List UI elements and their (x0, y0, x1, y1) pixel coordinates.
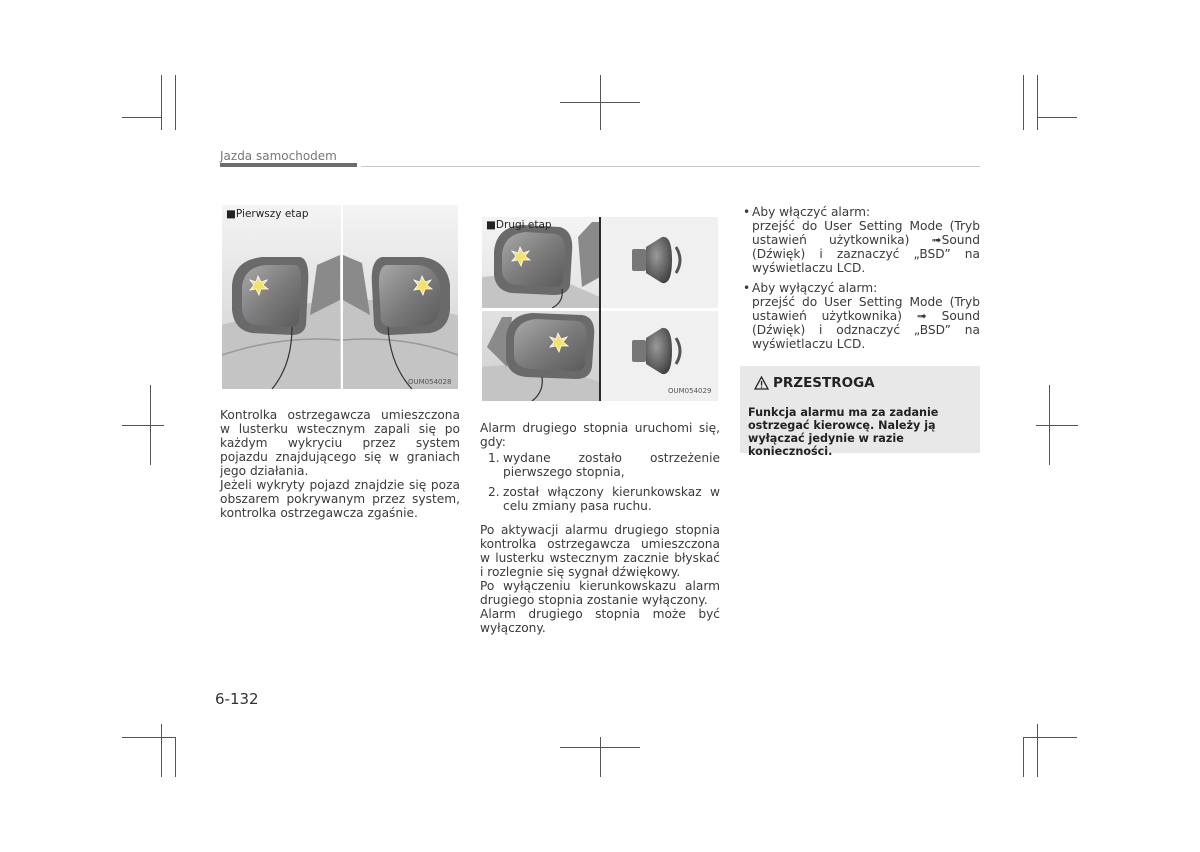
figure-code: OUM054029 (668, 387, 712, 395)
paragraph: Po wyłączeniu kierunkowskazu alarm drugiego stopnia zostanie wyłączony. (480, 579, 720, 607)
caution-text: Funkcja alarmu ma za zadanie ostrzegać kierowcę. Należy ją wyłączać jedynie w razie konieczności. (748, 406, 939, 458)
crop-mark (122, 117, 162, 118)
square-bullet-icon: ■ (486, 219, 496, 231)
crop-mark (600, 737, 601, 777)
crop-mark (560, 747, 640, 748)
crop-mark (1037, 117, 1077, 118)
bullet-title: Aby wyłączyć alarm: (752, 281, 878, 295)
paragraph: Po aktywacji alarmu drugiego stopnia kontrolka ostrzegawcza umieszczona w lusterku wstecznym zacznie błyskać i rozlegnie się sygnał dźwiękowy. (480, 523, 720, 579)
column-1 (220, 408, 460, 520)
figure-second-stage (482, 217, 718, 401)
mirror-speaker-illustration (482, 217, 718, 401)
crop-mark (560, 102, 640, 103)
crop-mark (1023, 75, 1024, 130)
paragraph: Kontrolka ostrzegawcza umieszczona w lusterku wstecznym zapali się po każdym wykryciu przez system pojazdu znajdującego się w graniach jego działania. (220, 408, 460, 478)
crop-mark (161, 75, 162, 130)
figure-first-stage (222, 205, 458, 389)
paragraph: Alarm drugiego stopnia może być wyłączony. (480, 607, 720, 635)
crop-mark (1024, 737, 1077, 738)
figure-label: Pierwszy etap (235, 208, 309, 220)
caution-title: PRZESTROGA (773, 375, 875, 391)
bullet-item (740, 205, 980, 275)
caution-box (740, 366, 980, 458)
figure-code: OUM054028 (408, 378, 452, 386)
crop-mark (122, 425, 164, 426)
condition-list (480, 451, 720, 513)
bullet-text: przejść do User Setting Mode (Tryb ustawień użytkownika) ➟ Sound (Dźwięk) i odznaczyć „BSD” na wyświetlaczu LCD. (752, 295, 980, 351)
crop-mark (175, 737, 176, 777)
section-title: Jazda samochodem (220, 149, 337, 163)
header-rule (220, 163, 357, 167)
warning-triangle-icon (754, 376, 769, 390)
bullet-item (740, 281, 980, 351)
crop-mark (122, 737, 175, 738)
bullet-text: przejść do User Setting Mode (Tryb ustawień użytkownika) ➟Sound (Dźwięk) i zaznaczyć „BSD” na wyświetlaczu LCD. (752, 219, 980, 275)
column-2 (480, 421, 720, 635)
list-item: 1. wydane zostało ostrzeżenie pierwszego stopnia, (488, 451, 720, 479)
crop-mark (1036, 425, 1078, 426)
crop-mark (1023, 737, 1024, 777)
column-3 (740, 205, 980, 351)
crop-mark (175, 75, 176, 130)
paragraph: Alarm drugiego stopnia uruchomi się, gdy: (480, 421, 720, 449)
page-number: 6-132 (215, 690, 259, 708)
crop-mark (161, 724, 162, 777)
square-bullet-icon: ■ (226, 208, 236, 220)
bullet-title: Aby włączyć alarm: (752, 205, 871, 219)
bullet-dot-icon: • (743, 205, 751, 219)
header-rule (361, 166, 980, 167)
figure-label: Drugi etap (495, 219, 552, 231)
bullet-dot-icon: • (743, 281, 751, 295)
mirror-illustration (222, 205, 458, 389)
list-item: 2. został włączony kierunkowskaz w celu zmiany pasa ruchu. (488, 485, 720, 513)
paragraph: Jeżeli wykryty pojazd znajdzie się poza obszarem pokrywanym przez system, kontrolka ostrzegawcza zgaśnie. (220, 478, 460, 520)
crop-mark (1037, 724, 1038, 777)
crop-mark (1037, 75, 1038, 130)
